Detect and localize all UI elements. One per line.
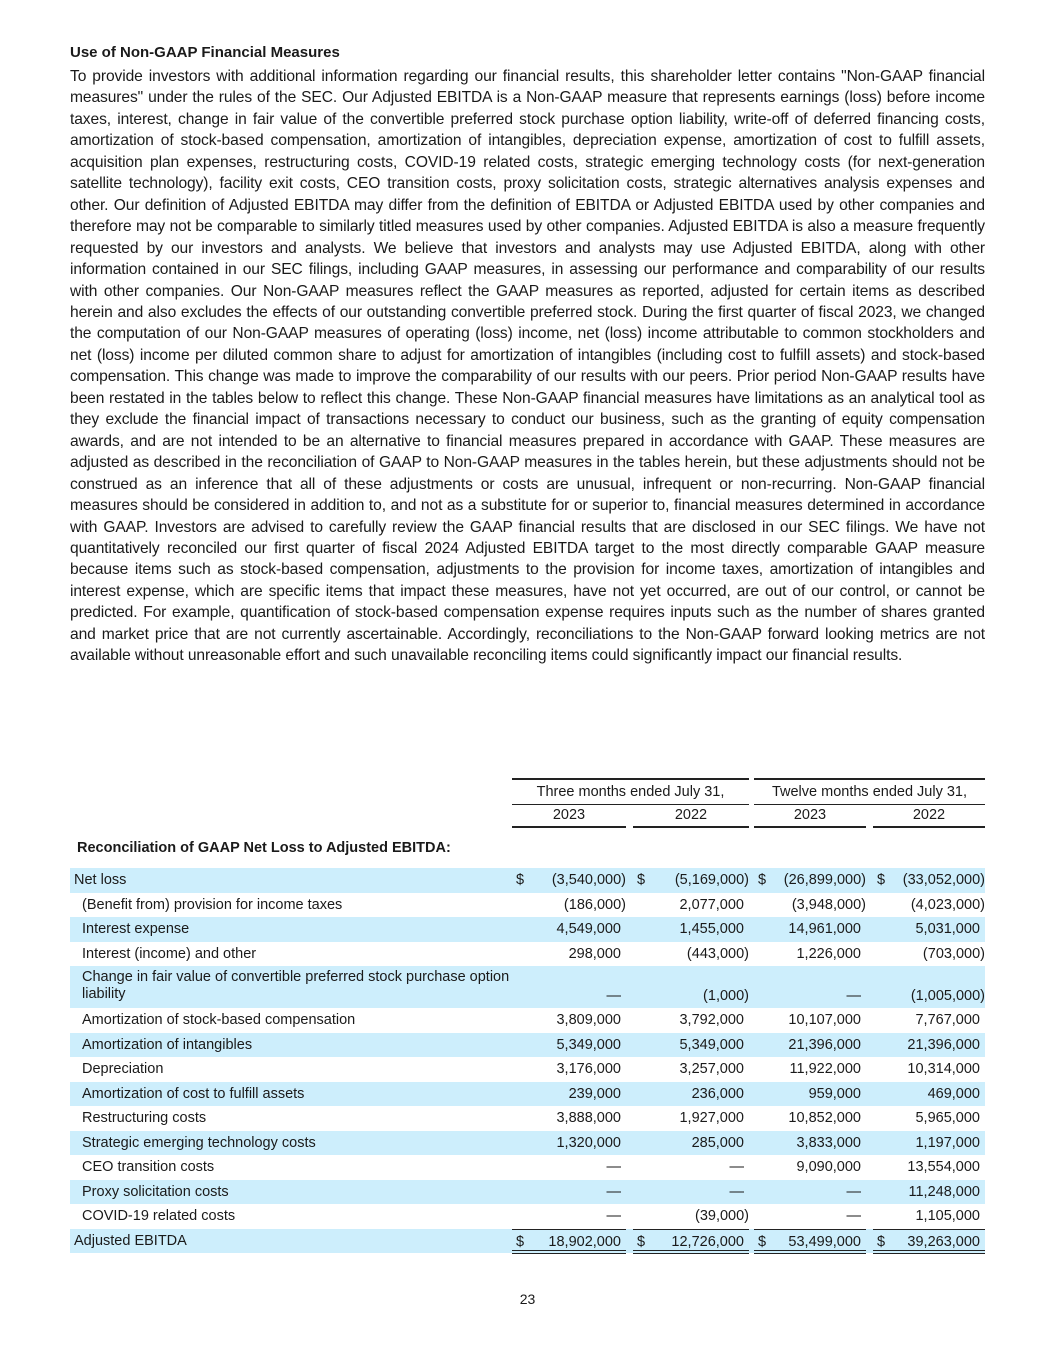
value-cell	[633, 1033, 749, 1058]
value-cell	[512, 1082, 626, 1107]
row-label: Net loss	[74, 872, 127, 888]
value-cell	[512, 868, 626, 893]
value-cell	[754, 1008, 866, 1033]
cell-value: 959,000	[808, 1085, 861, 1102]
cell-value: (186,000)	[563, 896, 626, 913]
table-header	[70, 778, 985, 823]
row-label: CEO transition costs	[82, 1159, 215, 1175]
value-cell	[873, 1229, 985, 1254]
cell-value: 5,965,000	[915, 1110, 980, 1126]
table-row	[70, 1033, 985, 1058]
value-cell	[512, 1155, 626, 1180]
value-cell	[633, 966, 749, 1008]
table-total-row	[70, 1229, 985, 1254]
value-cell	[754, 1180, 866, 1205]
cell-value: 10,852,000	[788, 1110, 861, 1126]
value-cell	[754, 893, 866, 918]
row-label: Adjusted EBITDA	[74, 1232, 187, 1249]
row-label: Amortization of cost to fulfill assets	[82, 1085, 305, 1102]
table-row	[70, 917, 985, 942]
value-cell	[754, 942, 866, 967]
table-row	[70, 1106, 985, 1131]
cell-value: —	[846, 1183, 861, 1200]
value-cell	[873, 1106, 985, 1131]
table-row	[70, 1057, 985, 1082]
currency-symbol: $	[877, 872, 886, 888]
cell-value: 3,792,000	[679, 1012, 744, 1028]
cell-value: 298,000	[568, 945, 621, 962]
cell-value: —	[729, 1159, 744, 1175]
cell-value: (26,899,000)	[783, 872, 866, 888]
value-cell	[873, 1131, 985, 1156]
value-cell	[754, 1155, 866, 1180]
cell-value: 9,090,000	[796, 1159, 861, 1175]
cell-value: —	[846, 1208, 861, 1224]
row-label: Interest expense	[82, 921, 190, 937]
cell-value: 21,396,000	[788, 1036, 861, 1053]
table-body	[70, 868, 985, 1253]
row-label: (Benefit from) provision for income taxes	[82, 896, 343, 913]
value-cell	[512, 1204, 626, 1229]
value-cell	[754, 1204, 866, 1229]
cell-value: 1,320,000	[556, 1134, 621, 1151]
row-label: Interest (income) and other	[82, 945, 257, 962]
cell-value: (4,023,000)	[910, 896, 985, 913]
value-cell	[633, 1057, 749, 1082]
value-cell	[754, 1082, 866, 1107]
cell-value: 5,349,000	[556, 1036, 621, 1053]
column-year: 2022	[633, 804, 749, 828]
value-cell	[873, 1057, 985, 1082]
row-label: Strategic emerging technology costs	[82, 1134, 316, 1151]
cell-value: 239,000	[568, 1085, 621, 1102]
row-label: Change in fair value of convertible preferred stock purchase option liability	[82, 969, 510, 1002]
value-cell	[873, 942, 985, 967]
cell-value: 236,000	[691, 1085, 744, 1102]
cell-value: —	[729, 1183, 744, 1200]
currency-symbol: $	[637, 872, 646, 888]
cell-value: 11,248,000	[908, 1183, 980, 1200]
cell-value: —	[846, 988, 861, 1004]
value-cell	[873, 1180, 985, 1205]
table-row	[70, 1131, 985, 1156]
currency-symbol: $	[758, 1233, 767, 1250]
value-cell	[873, 1008, 985, 1033]
value-cell	[633, 1180, 749, 1205]
cell-value: (703,000)	[922, 945, 985, 962]
cell-value: —	[606, 988, 621, 1004]
value-cell	[512, 917, 626, 942]
value-cell	[633, 1229, 749, 1254]
cell-value: 12,726,000	[671, 1233, 744, 1250]
cell-value: 1,226,000	[796, 945, 861, 962]
cell-value: 39,263,000	[907, 1233, 980, 1250]
value-cell	[754, 868, 866, 893]
cell-value: (3,948,000)	[791, 896, 866, 913]
table-row	[70, 893, 985, 918]
currency-symbol: $	[758, 872, 767, 888]
row-label: Restructuring costs	[82, 1110, 207, 1126]
value-cell	[633, 1131, 749, 1156]
table-section-title: Reconciliation of GAAP Net Loss to Adjusted EBITDA:	[77, 840, 451, 856]
reconciliation-table	[70, 778, 985, 1250]
value-cell	[512, 1057, 626, 1082]
section-heading: Use of Non-GAAP Financial Measures	[70, 44, 340, 61]
row-label: Proxy solicitation costs	[82, 1183, 229, 1200]
value-cell	[754, 917, 866, 942]
currency-symbol: $	[877, 1233, 886, 1250]
cell-value: 13,554,000	[907, 1159, 980, 1175]
cell-value: 5,349,000	[679, 1036, 744, 1053]
cell-value: (39,000)	[694, 1208, 749, 1224]
cell-value: 14,961,000	[788, 921, 861, 937]
currency-symbol: $	[637, 1233, 646, 1250]
table-row	[70, 868, 985, 893]
column-year: 2022	[873, 804, 985, 828]
value-cell	[633, 1106, 749, 1131]
value-cell	[754, 1057, 866, 1082]
cell-value: 1,455,000	[679, 921, 744, 937]
value-cell	[633, 893, 749, 918]
cell-value: 18,902,000	[548, 1233, 621, 1250]
value-cell	[873, 1204, 985, 1229]
value-cell	[873, 868, 985, 893]
cell-value: 10,314,000	[907, 1061, 980, 1077]
currency-symbol: $	[516, 872, 525, 888]
table-row	[70, 1204, 985, 1229]
value-cell	[754, 966, 866, 1008]
table-row	[70, 1180, 985, 1205]
cell-value: 53,499,000	[788, 1233, 861, 1250]
cell-value: —	[606, 1183, 621, 1200]
value-cell	[873, 1033, 985, 1058]
value-cell	[633, 868, 749, 893]
cell-value: 5,031,000	[915, 921, 980, 937]
cell-value: 1,197,000	[915, 1134, 980, 1151]
value-cell	[512, 966, 626, 1008]
row-label: COVID-19 related costs	[82, 1208, 236, 1224]
row-label: Amortization of intangibles	[82, 1036, 253, 1053]
cell-value: 1,927,000	[679, 1110, 744, 1126]
value-cell	[512, 1229, 626, 1254]
value-cell	[754, 1131, 866, 1156]
cell-value: 285,000	[691, 1134, 744, 1151]
cell-value: 4,549,000	[556, 921, 621, 937]
column-year: 2023	[754, 804, 866, 828]
currency-symbol: $	[516, 1233, 525, 1250]
value-cell	[633, 1204, 749, 1229]
cell-value: 3,888,000	[556, 1110, 621, 1126]
value-cell	[512, 1180, 626, 1205]
row-label: Depreciation	[82, 1061, 164, 1077]
cell-value: (3,540,000)	[551, 872, 626, 888]
value-cell	[754, 1033, 866, 1058]
page-number: 23	[519, 1291, 536, 1307]
table-row	[70, 1008, 985, 1033]
value-cell	[873, 1155, 985, 1180]
cell-value: (5,169,000)	[674, 872, 749, 888]
cell-value: 3,809,000	[556, 1012, 621, 1028]
value-cell	[633, 917, 749, 942]
cell-value: 2,077,000	[679, 896, 744, 913]
value-cell	[633, 942, 749, 967]
cell-value: 11,922,000	[789, 1061, 861, 1077]
cell-value: 3,176,000	[556, 1061, 621, 1077]
row-label: Amortization of stock-based compensation	[82, 1012, 356, 1028]
table-row	[70, 1082, 985, 1107]
column-year: 2023	[512, 804, 626, 828]
value-cell	[633, 1082, 749, 1107]
value-cell	[512, 1033, 626, 1058]
cell-value: (33,052,000)	[902, 872, 985, 888]
body-paragraph: To provide investors with additional information regarding our financial results, this shareholder letter contains "Non-GAAP financial measures" under the rules of the SEC. Our Adjusted EBITDA is a Non-GAAP measure that represents earnings (loss) before income taxes, interest, change in fair value of the convertible preferred stock purchase option liability, write-off of deferred financing costs, amortization of stock-based compensation, amortization of intangibles, depreciation expense, amortization of cost to fulfill assets, acquisition plan expenses, restructuring costs, COVID-19 related costs, strategic emerging technology costs (for next-generation satellite technology), facility exit costs, CEO transition costs, proxy solicitation costs, strategic alternatives analysis expenses and other. Our definition of Adjusted EBITDA may differ from the definition of EBITDA or Adjusted EBITDA used by other companies and therefore may not be comparable to similarly titled measures used by other companies. Adjusted EBITDA is also a measure frequently requested by our investors and analysts. We believe that investors and analysts may use Adjusted EBITDA, along with other information contained in our SEC filings, including GAAP measures, in assessing our performance and comparability of our results with other companies. Our Non-GAAP measures reflect the GAAP measures as reported, adjusted for certain items as described herein and also excludes the effects of our outstanding convertible preferred stock. During the first quarter of fiscal 2023, we changed the computation of our Non-GAAP measures of operating (loss) income, net (loss) income attributable to common stockholders and net (loss) income per diluted common share to adjust for amortization of intangibles (including cost to fulfill assets) and stock-based compensation. This change was made to improve the comparability of our results with our peers. Prior period Non-GAAP results have been restated in the tables below to reflect this change. These Non-GAAP financial measures have limitations as an analytical tool as they exclude the financial impact of transactions necessary to conduct our business, such as the granting of equity compensation awards, and are not intended to be an alternative to financial measures prepared in accordance with GAAP. These measures are adjusted as described in the reconciliation of GAAP to Non-GAAP measures in the tables herein, but these adjustments should not be construed as an inference that all of these adjustments or costs are unusual, infrequent or non-recurring. Non-GAAP financial measures should be considered in addition to, and not as a substitute for or superior to, financial measures determined in accordance with GAAP. Investors are advised to carefully review the GAAP financial results that are disclosed in our SEC filings. We have not quantitatively reconciled our first quarter of fiscal 2024 Adjusted EBITDA target to the most directly comparable GAAP measure because items such as stock-based compensation, adjustments to the provision for income taxes, amortization of intangibles and interest expense, which are specific items that impact these measures, have not yet occurred, are out of our control, or cannot be predicted. For example, quantification of stock-based compensation expense requires inputs such as the number of shares granted and market price that are not currently ascertainable. Accordingly, reconciliations to the Non-GAAP forward looking metrics are not available without unreasonable effort and such unavailable reconciling items could significantly impact our financial results.	[70, 68, 985, 665]
cell-value: 21,396,000	[907, 1036, 980, 1053]
value-cell	[873, 966, 985, 1008]
cell-value: 10,107,000	[788, 1012, 861, 1028]
value-cell	[754, 1106, 866, 1131]
value-cell	[873, 893, 985, 918]
value-cell	[873, 1082, 985, 1107]
cell-value: (443,000)	[686, 945, 749, 962]
table-row	[70, 942, 985, 967]
value-cell	[512, 1106, 626, 1131]
column-group-three-months: Three months ended July 31,	[512, 778, 749, 805]
value-cell	[873, 917, 985, 942]
cell-value: (1,005,000)	[910, 988, 985, 1004]
value-cell	[633, 1155, 749, 1180]
cell-value: 3,833,000	[796, 1134, 861, 1151]
value-cell	[633, 1008, 749, 1033]
value-cell	[754, 1229, 866, 1254]
cell-value: —	[606, 1159, 621, 1175]
value-cell	[512, 893, 626, 918]
cell-value: 3,257,000	[679, 1061, 744, 1077]
column-group-twelve-months: Twelve months ended July 31,	[754, 778, 985, 805]
cell-value: (1,000)	[703, 988, 749, 1004]
value-cell	[512, 1131, 626, 1156]
table-row	[70, 966, 985, 1008]
cell-value: 469,000	[927, 1085, 980, 1102]
cell-value: —	[606, 1208, 621, 1224]
value-cell	[512, 1008, 626, 1033]
cell-value: 1,105,000	[915, 1208, 980, 1224]
value-cell	[512, 942, 626, 967]
cell-value: 7,767,000	[915, 1012, 980, 1028]
table-row	[70, 1155, 985, 1180]
